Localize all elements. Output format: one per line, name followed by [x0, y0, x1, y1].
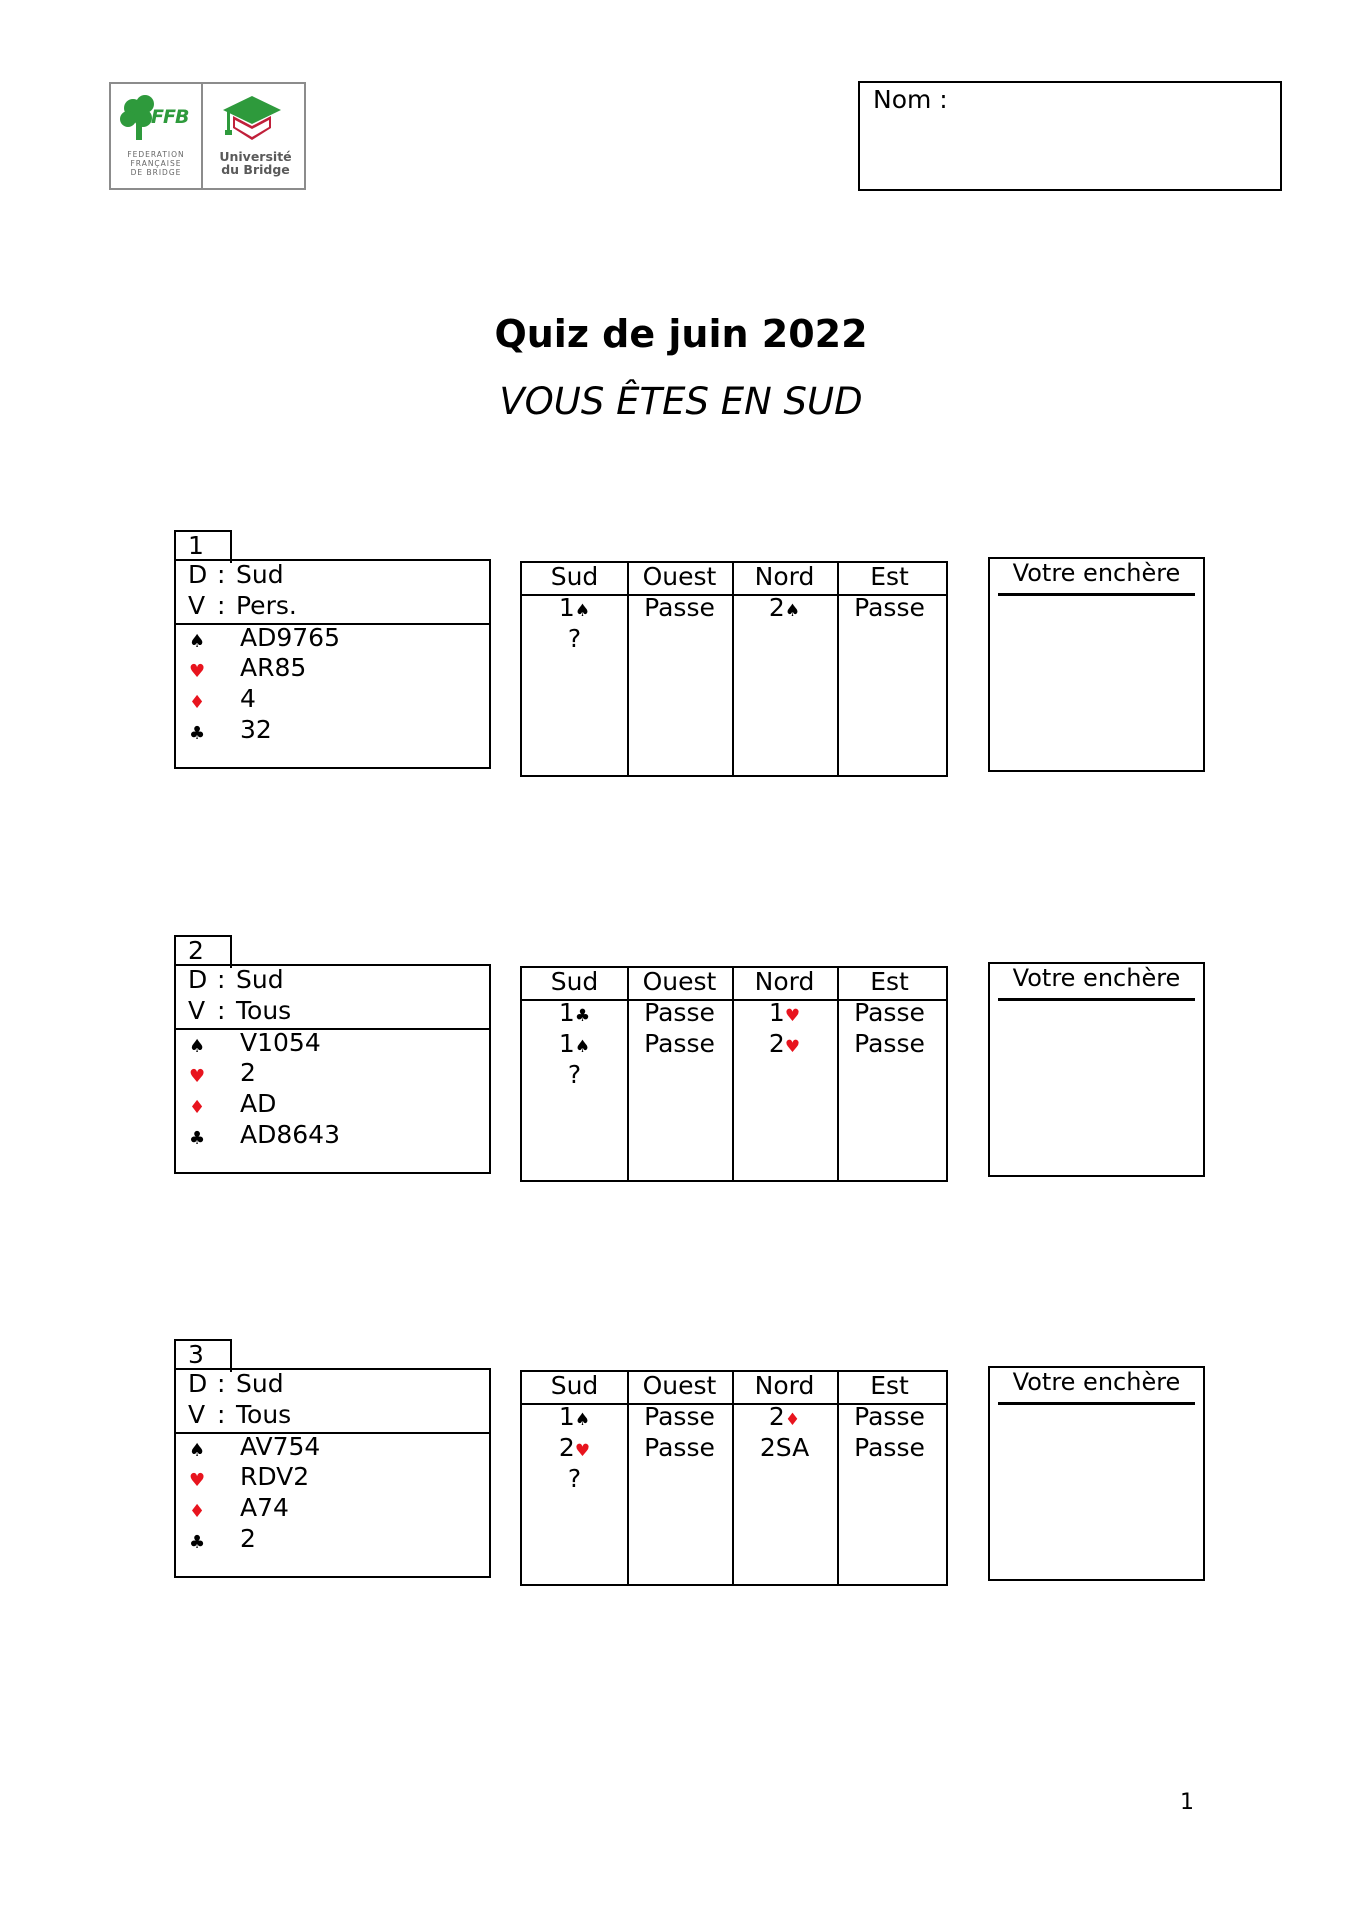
hand-panel	[174, 1368, 491, 1578]
spades-holding: AV754	[240, 1432, 321, 1461]
auction-header-est: Est	[870, 562, 909, 591]
page-title: Quiz de juin 2022	[494, 312, 868, 356]
auction-header-ouest: Ouest	[642, 562, 717, 591]
auction-header-est: Est	[870, 967, 909, 996]
auction-header-nord: Nord	[754, 967, 815, 996]
auction-bid: ?	[567, 1464, 582, 1493]
bid-level: 1	[768, 998, 785, 1027]
hand-panel	[174, 964, 491, 1174]
heart-icon: ♥	[189, 1470, 206, 1491]
answer-box[interactable]	[988, 557, 1205, 772]
colon: :	[217, 560, 226, 589]
university-name	[211, 150, 300, 176]
spade-icon: ♠	[574, 1410, 591, 1430]
university-line: du Bridge	[221, 162, 290, 177]
auction-bid	[522, 998, 627, 1027]
diamond-icon: ♦	[189, 1501, 206, 1522]
heart-icon: ♥	[574, 1441, 591, 1461]
auction-bid: Passe	[854, 1029, 925, 1058]
diamonds-holding: A74	[240, 1493, 289, 1522]
diamond-icon: ♦	[189, 1097, 206, 1118]
ffb-logo	[109, 82, 306, 190]
bid-level: 2	[768, 1029, 785, 1058]
diamonds-holding: AD	[240, 1089, 277, 1118]
spade-icon: ♠	[189, 631, 206, 652]
clubs-holding: 2	[240, 1524, 256, 1553]
auction-bid	[732, 1029, 837, 1058]
diamond-icon: ♦	[189, 692, 206, 713]
vulnerability-value: Tous	[236, 1400, 292, 1429]
dealer-label: D	[188, 560, 208, 589]
heart-icon: ♥	[784, 1037, 801, 1057]
club-icon: ♣	[574, 1006, 591, 1026]
page-subtitle: VOUS ÊTES EN SUD	[499, 380, 863, 423]
bid-level: 1	[558, 1402, 575, 1431]
spade-icon: ♠	[574, 601, 591, 621]
dealer-label: D	[188, 965, 208, 994]
vulnerability-value: Tous	[236, 996, 292, 1025]
answer-underline	[998, 593, 1195, 596]
vulnerability-label: V	[188, 1400, 206, 1429]
dealer-value: Sud	[236, 965, 284, 994]
federation-line: FEDERATION	[127, 150, 185, 159]
board	[0, 1339, 1357, 1579]
spades-holding: V1054	[240, 1028, 321, 1057]
auction-bid: Passe	[854, 1433, 925, 1462]
name-field[interactable]	[858, 81, 1282, 191]
answer-underline	[998, 998, 1195, 1001]
auction-bid: Passe	[644, 1433, 715, 1462]
board-number: 1	[188, 531, 204, 560]
bid-level: 2	[768, 593, 785, 622]
auction-bid	[522, 1433, 627, 1462]
auction-table	[520, 561, 948, 777]
vulnerability-label: V	[188, 996, 206, 1025]
auction-bid: ?	[567, 624, 582, 653]
hearts-holding: RDV2	[240, 1462, 310, 1491]
auction-header-sud: Sud	[550, 967, 599, 996]
auction-bid: Passe	[644, 593, 715, 622]
board-number: 3	[188, 1340, 204, 1369]
board-number: 2	[188, 936, 204, 965]
hand-panel	[174, 559, 491, 769]
auction-header-nord: Nord	[754, 1371, 815, 1400]
heart-icon: ♥	[189, 1066, 206, 1087]
auction-bid: Passe	[644, 1029, 715, 1058]
heart-icon: ♥	[784, 1006, 801, 1026]
federation-line: FRANÇAISE	[130, 159, 182, 168]
auction-bid	[522, 1029, 627, 1058]
hearts-holding: 2	[240, 1058, 256, 1087]
answer-label: Votre enchère	[1012, 964, 1181, 992]
bid-level: 2	[558, 1433, 575, 1462]
colon: :	[217, 1369, 226, 1398]
board	[0, 530, 1357, 770]
auction-header-est: Est	[870, 1371, 909, 1400]
answer-box[interactable]	[988, 962, 1205, 1177]
bid-level: 1	[558, 1029, 575, 1058]
answer-label: Votre enchère	[1012, 1368, 1181, 1396]
page-number: 1	[1180, 1790, 1194, 1815]
university-logo-panel	[203, 84, 304, 188]
spade-icon: ♠	[574, 1037, 591, 1057]
club-icon: ♣	[189, 1532, 206, 1553]
diamonds-holding: 4	[240, 684, 256, 713]
colon: :	[217, 591, 226, 620]
ffb-logo-panel	[111, 84, 203, 188]
auction-bid	[732, 998, 837, 1027]
answer-box[interactable]	[988, 1366, 1205, 1581]
colon: :	[217, 965, 226, 994]
colon: :	[217, 1400, 226, 1429]
spade-icon: ♠	[189, 1440, 206, 1461]
university-line: Université	[219, 149, 292, 164]
dealer-value: Sud	[236, 1369, 284, 1398]
clubs-holding: AD8643	[240, 1120, 340, 1149]
auction-header-ouest: Ouest	[642, 967, 717, 996]
answer-label: Votre enchère	[1012, 559, 1181, 587]
vulnerability-label: V	[188, 591, 206, 620]
vulnerability-value: Pers.	[236, 591, 297, 620]
club-icon: ♣	[189, 1128, 206, 1149]
name-label: Nom :	[873, 85, 948, 114]
bid-level: 2	[768, 1402, 785, 1431]
auction-header-ouest: Ouest	[642, 1371, 717, 1400]
spade-icon: ♠	[784, 601, 801, 621]
spades-holding: AD9765	[240, 623, 340, 652]
colon: :	[217, 996, 226, 1025]
auction-bid: Passe	[854, 998, 925, 1027]
auction-table	[520, 966, 948, 1182]
auction-table	[520, 1370, 948, 1586]
auction-bid: Passe	[854, 593, 925, 622]
federation-name	[113, 150, 199, 177]
dealer-label: D	[188, 1369, 208, 1398]
auction-bid: Passe	[644, 1402, 715, 1431]
auction-bid	[732, 593, 837, 622]
hearts-holding: AR85	[240, 653, 307, 682]
auction-header-sud: Sud	[550, 1371, 599, 1400]
auction-bid: Passe	[644, 998, 715, 1027]
divider	[176, 1028, 489, 1030]
auction-bid	[522, 1402, 627, 1431]
auction-header-nord: Nord	[754, 562, 815, 591]
auction-bid	[522, 593, 627, 622]
diamond-icon: ♦	[784, 1410, 801, 1430]
auction-bid: ?	[567, 1060, 582, 1089]
graduation-cap-icon	[221, 94, 283, 146]
auction-bid: 2SA	[759, 1433, 810, 1462]
auction-header-sud: Sud	[550, 562, 599, 591]
dealer-value: Sud	[236, 560, 284, 589]
divider	[176, 1432, 489, 1434]
bid-level: 1	[558, 593, 575, 622]
ffb-letters: FFB	[151, 106, 189, 128]
answer-underline	[998, 1402, 1195, 1405]
auction-bid: Passe	[854, 1402, 925, 1431]
club-icon: ♣	[189, 723, 206, 744]
auction-bid	[732, 1402, 837, 1431]
federation-line: DE BRIDGE	[130, 168, 182, 177]
bid-level: 1	[558, 998, 575, 1027]
clubs-holding: 32	[240, 715, 272, 744]
spade-icon: ♠	[189, 1036, 206, 1057]
board	[0, 935, 1357, 1175]
heart-icon: ♥	[189, 661, 206, 682]
